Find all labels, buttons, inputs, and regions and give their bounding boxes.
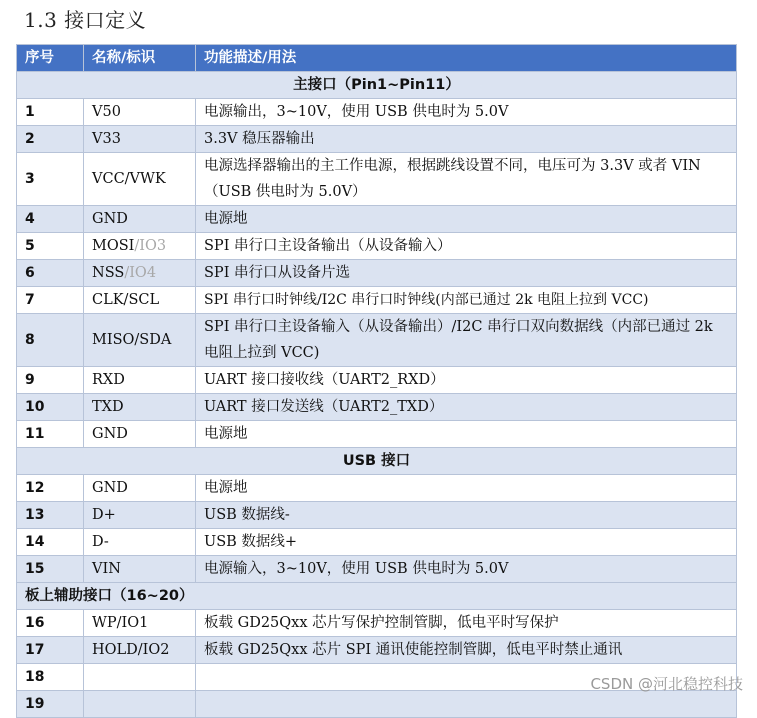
pin-desc: UART 接口接收线（UART2_RXD） (196, 367, 737, 394)
table-row (17, 260, 737, 287)
pin-number: 9 (17, 367, 84, 394)
pin-number: 17 (17, 637, 84, 664)
table-row (17, 206, 737, 233)
pin-desc: 板载 GD25Qxx 芯片写保护控制管脚，低电平时写保护 (196, 610, 737, 637)
table-row (17, 126, 737, 153)
pin-desc: SPI 串行口时钟线/I2C 串行口时钟线(内部已通过 2k 电阻上拉到 VCC) (196, 287, 737, 314)
pin-number: 14 (17, 529, 84, 556)
pin-number: 6 (17, 260, 84, 287)
pin-name (84, 233, 196, 260)
pin-name: CLK/SCL (84, 287, 196, 314)
pin-number: 8 (17, 314, 84, 367)
pin-number: 19 (17, 691, 84, 718)
pin-number: 18 (17, 664, 84, 691)
pin-name-main: NSS (92, 265, 125, 281)
pin-number: 10 (17, 394, 84, 421)
table-row (17, 287, 737, 314)
pin-number: 1 (17, 99, 84, 126)
table-row (17, 153, 737, 206)
pin-number: 5 (17, 233, 84, 260)
pin-number: 7 (17, 287, 84, 314)
table-header-row (17, 45, 737, 72)
pin-number: 2 (17, 126, 84, 153)
pin-name (84, 664, 196, 691)
pin-desc: SPI 串行口主设备输出（从设备输入） (196, 233, 737, 260)
section-row-main (17, 72, 737, 99)
pin-name: VCC/VWK (84, 153, 196, 206)
section-label-main: 主接口（Pin1~Pin11） (17, 72, 737, 99)
pin-name: GND (84, 421, 196, 448)
pin-name: MISO/SDA (84, 314, 196, 367)
section-row-board (17, 583, 737, 610)
table-row (17, 475, 737, 502)
pin-desc: SPI 串行口从设备片选 (196, 260, 737, 287)
pin-desc: 电源输入，3~10V，使用 USB 供电时为 5.0V (196, 556, 737, 583)
pin-name: RXD (84, 367, 196, 394)
section-title: 1.3 接口定义 (24, 8, 147, 32)
pin-desc: 电源地 (196, 475, 737, 502)
pin-name: V33 (84, 126, 196, 153)
pin-desc: 3.3V 稳压器输出 (196, 126, 737, 153)
pin-number: 3 (17, 153, 84, 206)
pin-number: 4 (17, 206, 84, 233)
pin-name: HOLD/IO2 (84, 637, 196, 664)
pin-desc: UART 接口发送线（UART2_TXD） (196, 394, 737, 421)
pin-name: GND (84, 206, 196, 233)
pin-name-alt: /IO4 (124, 265, 157, 281)
table-row (17, 314, 737, 367)
pin-desc: SPI 串行口主设备输入（从设备输出）/I2C 串行口双向数据线（内部已通过 2k 电阻上拉到 VCC) (196, 314, 737, 367)
pin-name: V50 (84, 99, 196, 126)
header-no: 序号 (17, 45, 84, 72)
table-row (17, 367, 737, 394)
pin-number: 16 (17, 610, 84, 637)
pin-desc: 电源地 (196, 206, 737, 233)
section-label-usb: USB 接口 (17, 448, 737, 475)
pin-desc: USB 数据线+ (196, 529, 737, 556)
table-row (17, 610, 737, 637)
section-row-usb (17, 448, 737, 475)
pin-number: 12 (17, 475, 84, 502)
pin-name-main: MOSI (92, 238, 135, 254)
pin-name-alt: /IO3 (134, 238, 167, 254)
pin-name: GND (84, 475, 196, 502)
pin-desc: 板载 GD25Qxx 芯片 SPI 通讯使能控制管脚，低电平时禁止通讯 (196, 637, 737, 664)
header-name: 名称/标识 (84, 45, 196, 72)
interface-table (16, 44, 737, 718)
table-row (17, 691, 737, 718)
pin-name: D- (84, 529, 196, 556)
pin-desc: 电源选择器输出的主工作电源，根据跳线设置不同，电压可为 3.3V 或者 VIN（USB 供电时为 5.0V） (196, 153, 737, 206)
pin-name (84, 691, 196, 718)
pin-desc (196, 691, 737, 718)
pin-name (84, 260, 196, 287)
pin-name: D+ (84, 502, 196, 529)
pin-number: 15 (17, 556, 84, 583)
pin-desc: 电源地 (196, 421, 737, 448)
table-row (17, 233, 737, 260)
section-label-board: 板上辅助接口（16~20） (17, 583, 737, 610)
table-row (17, 637, 737, 664)
table-row (17, 502, 737, 529)
table-row (17, 529, 737, 556)
table-row (17, 421, 737, 448)
table-row (17, 99, 737, 126)
watermark: CSDN @河北稳控科技 (590, 675, 743, 693)
pin-number: 11 (17, 421, 84, 448)
pin-number: 13 (17, 502, 84, 529)
table-row (17, 556, 737, 583)
pin-name: WP/IO1 (84, 610, 196, 637)
pin-desc: USB 数据线- (196, 502, 737, 529)
pin-name: TXD (84, 394, 196, 421)
pin-name: VIN (84, 556, 196, 583)
pin-desc: 电源输出，3~10V，使用 USB 供电时为 5.0V (196, 99, 737, 126)
header-desc: 功能描述/用法 (196, 45, 737, 72)
table-row (17, 394, 737, 421)
